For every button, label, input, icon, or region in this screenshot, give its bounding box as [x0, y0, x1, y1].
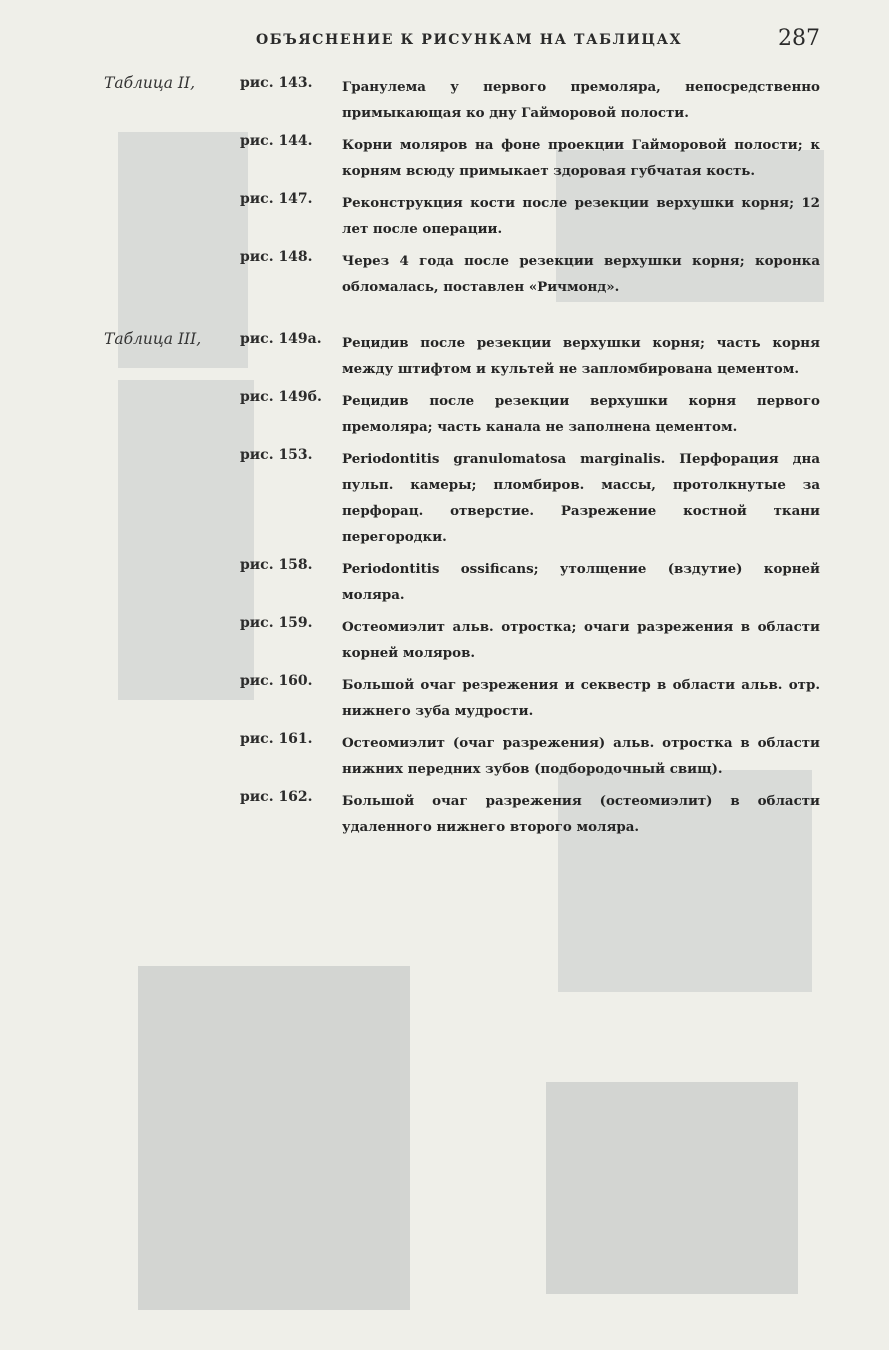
caption-entry: [0, 730, 889, 782]
figure-ref: рис. 159.: [240, 615, 313, 631]
page-number: 287: [778, 26, 820, 51]
figure-ref: рис. 148.: [240, 249, 313, 265]
figure-captions-list: [0, 74, 889, 846]
caption-entry: [0, 330, 889, 382]
figure-ref: рис. 144.: [240, 133, 313, 149]
caption-entry: [0, 672, 889, 724]
figure-description: Рецидив после резекции верхушки корня первого премоляра; часть канала не заполнена цементом.: [342, 393, 820, 435]
table-label: Таблица II,: [104, 74, 196, 92]
figure-description: Через 4 года после резекции верхушки корня; коронка обломалась, поставлен «Ричмонд».: [342, 253, 820, 295]
table-group: [0, 74, 889, 300]
figure-ref: рис. 161.: [240, 731, 313, 747]
figure-description: Большой очаг резрежения и секвестр в области альв. отр. нижнего зуба мудрости.: [342, 677, 820, 719]
figure-ref: рис. 162.: [240, 789, 313, 805]
figure-description: Periodontitis ossificans; утолщение (вздутие) корней моляра.: [342, 561, 820, 603]
caption-entry: [0, 190, 889, 242]
figure-description: Periodontitis granulomatosa marginalis. Перфорация дна пульп. камеры; пломбиров. массы, протолкнутые за перфорац. отверстие. Разрежение костной ткани перегородки.: [342, 451, 820, 545]
figure-description: Остеомиэлит альв. отростка; очаги разрежения в области корней моляров.: [342, 619, 820, 661]
figure-ref: рис. 149б.: [240, 389, 322, 405]
show-through-shape: [546, 1082, 798, 1294]
caption-entry: [0, 556, 889, 608]
caption-entry: [0, 74, 889, 126]
caption-entry: [0, 248, 889, 300]
figure-description: Реконструкция кости после резекции верхушки корня; 12 лет после операции.: [342, 195, 820, 237]
figure-ref: рис. 147.: [240, 191, 313, 207]
running-header: [104, 26, 820, 54]
figure-description: Остеомиэлит (очаг разрежения) альв. отростка в области нижних передних зубов (подбородочный свищ).: [342, 735, 820, 777]
figure-description: Рецидив после резекции верхушки корня; часть корня между штифтом и культей не запломбирована цементом.: [342, 335, 820, 377]
caption-entry: [0, 446, 889, 550]
header-title: ОБЪЯСНЕНИЕ К РИСУНКАМ НА ТАБЛИЦАХ: [256, 32, 683, 48]
table-label: Таблица III,: [104, 330, 202, 348]
figure-ref: рис. 160.: [240, 673, 313, 689]
figure-ref: рис. 143.: [240, 75, 313, 91]
figure-description: Корни моляров на фоне проекции Гайморовой полости; к корням всюду примыкает здоровая губчатая кость.: [342, 137, 820, 179]
show-through-shape: [138, 966, 410, 1310]
caption-entry: [0, 132, 889, 184]
figure-ref: рис. 158.: [240, 557, 313, 573]
figure-ref: рис. 153.: [240, 447, 313, 463]
figure-description: Гранулема у первого премоляра, непосредственно примыкающая ко дну Гайморовой полости.: [342, 79, 820, 121]
figure-ref: рис. 149а.: [240, 331, 322, 347]
table-group: [0, 330, 889, 840]
caption-entry: [0, 614, 889, 666]
figure-description: Большой очаг разрежения (остеомиэлит) в области удаленного нижнего второго моляра.: [342, 793, 820, 835]
caption-entry: [0, 788, 889, 840]
caption-entry: [0, 388, 889, 440]
